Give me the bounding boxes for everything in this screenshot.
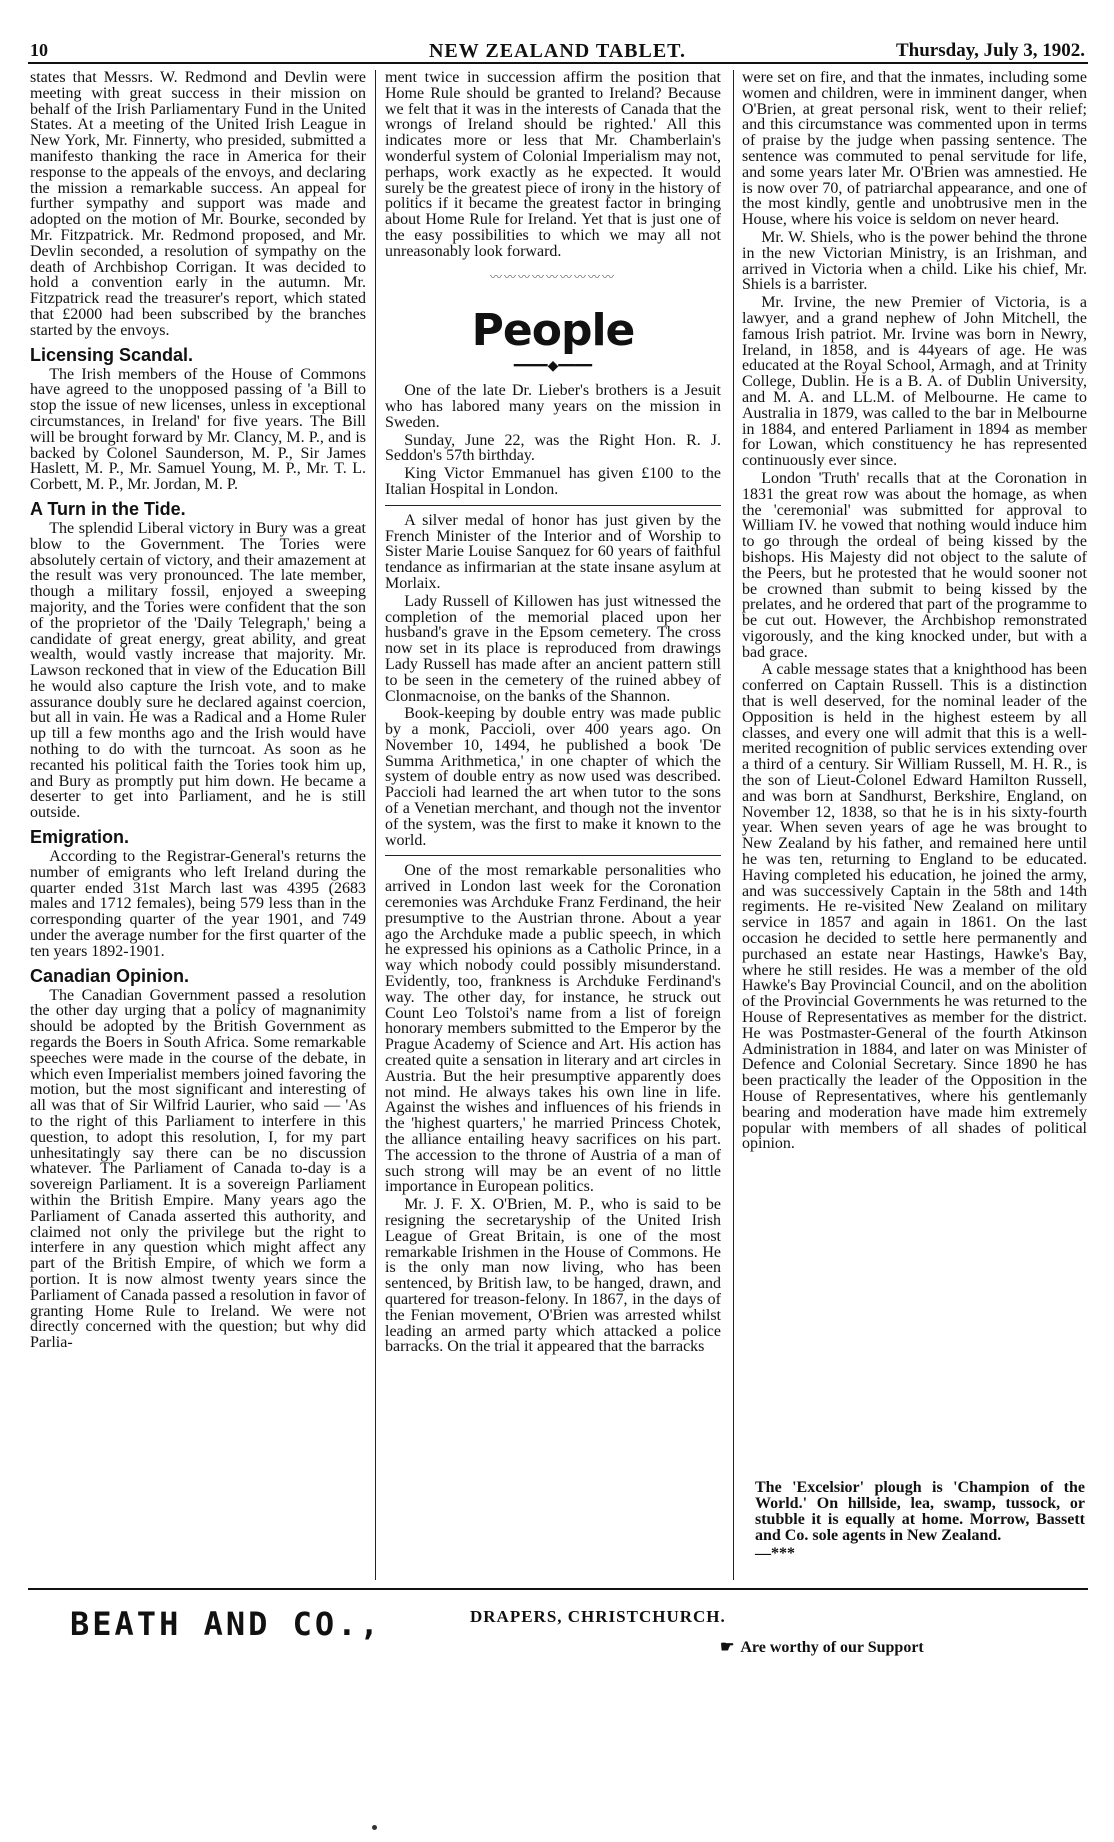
article-paragraph: were set on fire, and that the inmates, including some women and children, were in imminent danger, when O'Brien, at great personal risk, went to their relief; and this circumstance was commented upon in terms of praise by the judge when passing sentence. The sentence was commuted to penal servitude for life, and some years later Mr. O'Brien was amnestied. He is now over 70, of patriarchal appearance, and one of the most kindly, gentle and unobtrusive men in the House, where his voice is seldom on never heard. [742, 70, 1087, 229]
article-paragraph: One of the most remarkable personalities who arrived in London last week for the Coronation ceremonies was Archduke Franz Ferdinand, the heir presumptive to the Austrian throne. About a year ago the Archduke made a public speech, in which he expressed his opinions as a Catholic Prince, in a way which nobody could possibly misunderstand. Evidently, too, frankness is Archduke Ferdinand's way. The other day, for instance, he struck out Count Leo Tolstoi's name from a list of foreign honorary members submitted to the Emperor by the Prague Academy of Science and Art. His action has created quite a sensation in literary and art circles in Austria. But the heir presumptive apparently does not mind. He always takes his own line in life. Against the wishes and influences of his friends in the 'highest quarters,' he married Princess Chotek, the alliance entailing heavy sacrifices on his part. The accession to the throne of Austria of a man of such strong will may be an event of no little importance in European politics. [385, 862, 721, 1196]
ink-dot [372, 1825, 377, 1830]
masthead: NEW ZEALAND TABLET. [428, 40, 687, 62]
support-text: Are worthy of our Support [740, 1639, 924, 1656]
article-paragraph: Mr. J. F. X. O'Brien, M. P., who is said to be resigning the secretaryship of the United Irish League of Great Britain, is one of the most remarkable Irishmen in the House of Commons. He is the only man now living, who has been sentenced, by British law, to be hanged, drawn, and quartered for treason-felony. In 1867, in the days of the Fenian movement, O'Brien was arrested whilst leading an armed party which attacked a police barracks. On the trial it appeared that the barracks [385, 1196, 721, 1356]
article-paragraph: A silver medal of honor has just given by the French Minister of the Interior and of Worship to Sister Marie Louise Sanquez for 60 years of faithful tendance as infirmarian at the state insane asylum at Morlaix. [385, 511, 721, 592]
article-paragraph: states that Messrs. W. Redmond and Devlin were meeting with great success in their mission on behalf of the Irish Parliamentary Fund in the United States. At a meeting of the United Irish League in New York, Mr. Finnerty, who presided, submitted a manifesto thanking the race in America for their response to the appeals of the envoys, and declaring the mission a remarkable success. An appeal for further sympathy and support was made and adopted on the motion of Mr. Bourke, seconded by Mr. Fitzpatrick. Mr. Redmond proposed, and Mr. Devlin seconded, a resolution of sympathy on the death of Archbishop Corrigan. It was decided to hold a convention early in the autumn. Mr. Fitzpatrick read the treasurer's report, which stated that £2000 had been subscribed by the branches started by the envoys. [30, 70, 366, 339]
article-paragraph: The splendid Liberal victory in Bury was a great blow to the Government. The Tories were absolutely certain of victory, and their amazement at the result was very pronounced. The late member, though a military fossil, enjoyed a sweeping majority, and the Tories were confident that the son of the proprietor of the 'Daily Telegraph,' being a candidate of great energy, great ability, and great wealth, would vastly increase that majority. Mr. Lawson reckoned that in view of the Education Bill he would also capture the Irish vote, and to make assurance doubly sure he declared against coercion, but all in vain. He was a Radical and a Home Ruler up till a few months ago and the Irish would have nothing to do with the turncoat. As soon as he recanted his political faith the Tories took him up, and Bury as promptly put him down. He became a deserter to get into Parliament, and he is still outside. [30, 519, 366, 822]
section-heading: Licensing Scandal. [30, 344, 194, 365]
divider [385, 505, 721, 506]
footer-advertisement [30, 1595, 1088, 1665]
article-paragraph: ment twice in succession affirm the position that Home Rule should be granted to Ireland? Because we felt that it was in the interests of Canada that the wrongs of Ireland should be righted.' All this indicates more or less that Mr. Chamberlain's wonderful system of Colonial Imperialism may not, perhaps, work exactly as he expected. It would surely be the greatest piece of irony in the history of politics if it became the greatest factor in bringing about Home Rule for Ireland. Yet that is just one of the easy possibilities to which we may all not unreasonably look forward. [385, 70, 721, 260]
section-heading: Canadian Opinion. [30, 965, 190, 986]
plough-ad-text: The 'Excelsior' plough is 'Champion of the World.' On hillside, lea, swamp, tussock, or stubble it is equally at home. Morrow, Bassett and Co. sole agents in New Zealand. [755, 1479, 1085, 1544]
article-paragraph: London 'Truth' recalls that at the Coronation in 1831 the great row was about the homage, as when the 'ceremonial' was submitted for approval to William IV. he vowed that nothing would induce him to go through the ordeal of being kissed by the bishops. His Majesty did not object to the salute of the Peers, but he protested that he would sooner not be crowned than submit to being kissed by the prelates, and he ordered that part of the programme to be cut out. However, the Archbishop remonstrated vigorously, and the king knocked under, but with a bad grace. [742, 469, 1087, 661]
page-header [30, 34, 1085, 64]
article-paragraph: The Canadian Government passed a resolution the other day urging that a policy of magnanimity should be adopted by the British Government as regards the Boers in South Africa. Some remarkable speeches were made in the course of the debate, in which even Imperialist members joined favoring the motion, but the most significant and interesting of all was that of Sir Wilfrid Laurier, who said — 'As to the right of this Parliament to interfere in this question, to adopt this resolution, I, for my part unhesitatingly say there can be no discussion whatever. The Parliament of Canada to-day is a sovereign Parliament. It is a sovereign Parliament within the British Empire. Many years ago the Parliament of Canada asserted this authority, and claimed not only the privilege but the right to interfere in any question which might affect any part of the British Empire, of which we form a portion. It is now almost twenty years since the Parliament of Canada passed a resolution in favor of granting Home Rule to Ireland. We were not directly concerned with the question; but why did Parlia- [30, 986, 366, 1352]
article-paragraph: Lady Russell of Killowen has just witnessed the completion of the memorial placed upon her husband's grave in the Epsom cemetery. The cross now set in its place is reproduced from drawings Lady Russell has made after an ancient pattern still to be seen in the cemetery of the ruined abbey of Clonmacnoise, on the banks of the Shannon. [385, 592, 721, 705]
article-paragraph: Mr. Irvine, the new Premier of Victoria, is a lawyer, and a grand nephew of John Mitchell, the famous Irish patriot. Mr. Irvine was born in Newry, Ireland, in 1858, and is 44years of age. He was educated at the Royal School, Armagh, and at Trinity College, Dublin. He is a B. A. of Dublin University, and M. A. and LL.M. of Melbourne. He came to Australia in 1879, was called to the bar in Melbourne in 1884, and entered Parliament in 1894 as member for Lowan, which constituency he has represented continuously ever since. [742, 294, 1087, 470]
support-line [720, 1637, 924, 1657]
divider [385, 855, 721, 856]
column-divider [733, 70, 734, 1580]
article-paragraph: A cable message states that a knighthood has been conferred on Captain Russell. This is a distinction that is well deserved, for the nominal leader of the Opposition is held in the highest esteem by all classes, and every one will admit that this is a well-merited recognition of public services extending over a third of a century. Sir William Russell, M. H. R., is the son of Lieut-Colonel Edward Hamilton Russell, and was born at Sandhurst, Berkshire, England, on November 12, 1838, so that he is in his sixty-fourth year. When seven years of age he was brought to New Zealand by his father, and remained here until he was ten, returning to England to be educated. Having completed his education, he joined the army, and was successively Captain in the 58th and 14th regiments. He re-visited New Zealand on military service in 1857 and again in 1861. On the last occasion he decided to settle here permanently and purchased an estate near Hastings, Hawke's Bay, where he still resides. He was a member of the old Hawke's Bay Provincial Council, and on the abolition of the Provincial Governments he was returned to the House of Representatives as member for the district. He was Postmaster-General of the fourth Atkinson Administration in 1884, and later on was Minister of Defence and Colonial Secretary. Since 1890 he has been practically the leader of the Opposition in the House of Representatives, where his gentlemanly bearing and moderation have made him extremely popular with members of all shades of political opinion. [742, 661, 1087, 1153]
column-divider [375, 70, 376, 1580]
column-3 [742, 70, 1087, 1465]
people-item: King Victor Emmanuel has given £100 to the Italian Hospital in London. [385, 465, 721, 498]
pointing-hand-icon: ☛ [720, 1639, 735, 1656]
page-number: 10 [30, 40, 48, 60]
section-heading: A Turn in the Tide. [30, 498, 186, 519]
article-paragraph: Book-keeping by double entry was made public by a monk, Paccioli, over 400 years ago. On November 10, 1494, he published a book 'De Summa Arithmetica,' in one chapter of which the system of double entry as now used was described. Paccioli had learned the art when tutor to the sons of a Venetian merchant, and though not the inventor of the system, was the first to make it known to the world. [385, 705, 721, 849]
column-1 [30, 70, 366, 1580]
drapers-location: DRAPERS, CHRISTCHURCH. [470, 1607, 726, 1626]
people-section-header [385, 270, 721, 376]
people-item: Sunday, June 22, was the Right Hon. R. J. Seddon's 57th birthday. [385, 431, 721, 465]
article-paragraph: According to the Registrar-General's returns the number of emigrants who left Ireland during the quarter ended 31st March last was 4395 (2683 males and 1712 females), being 579 less than in the corresponding quarter of the year 1901, and 749 under the average number for the first quarter of the ten years 1892-1901. [30, 848, 366, 960]
people-item: One of the late Dr. Lieber's brothers is a Jesuit who has labored many years on the mission in Sweden. [385, 382, 721, 431]
plough-ad-end-mark: —*** [755, 1545, 795, 1562]
section-heading: Emigration. [30, 827, 130, 848]
footer-rule [28, 1588, 1088, 1590]
section-title: People [471, 305, 635, 357]
article-paragraph: The Irish members of the House of Commons have agreed to the unopposed passing of 'a Bill to stop the issue of new licenses, unless in exceptional circumstances, in Ireland' for five years. The Bill will be brought forward by Mr. Clancy, M. P., and is backed by Colonel Saunderson, M. P., Sir James Haslett, M. P., Mr. Samuel Young, M. P., Mr. T. L. Corbett, M. P., Mr. Jordan, M. P. [30, 365, 366, 494]
squiggle-ornament: 〰〰〰〰〰〰〰〰〰 [489, 269, 616, 284]
plough-advertisement [755, 1480, 1085, 1562]
column-2 [385, 70, 721, 1580]
brand-name: BEATH AND CO., [70, 1605, 382, 1643]
header-rule [28, 62, 1088, 64]
article-paragraph: Mr. W. Shiels, who is the power behind the throne in the new Victorian Ministry, is an Irishman, and arrived in Victoria when a child. Like his chief, Mr. Shiels is a barrister. [742, 228, 1087, 294]
diamond-ornament: ━━━━◆━━━━ [513, 359, 593, 375]
issue-date: Thursday, July 3, 1902. [896, 40, 1085, 61]
